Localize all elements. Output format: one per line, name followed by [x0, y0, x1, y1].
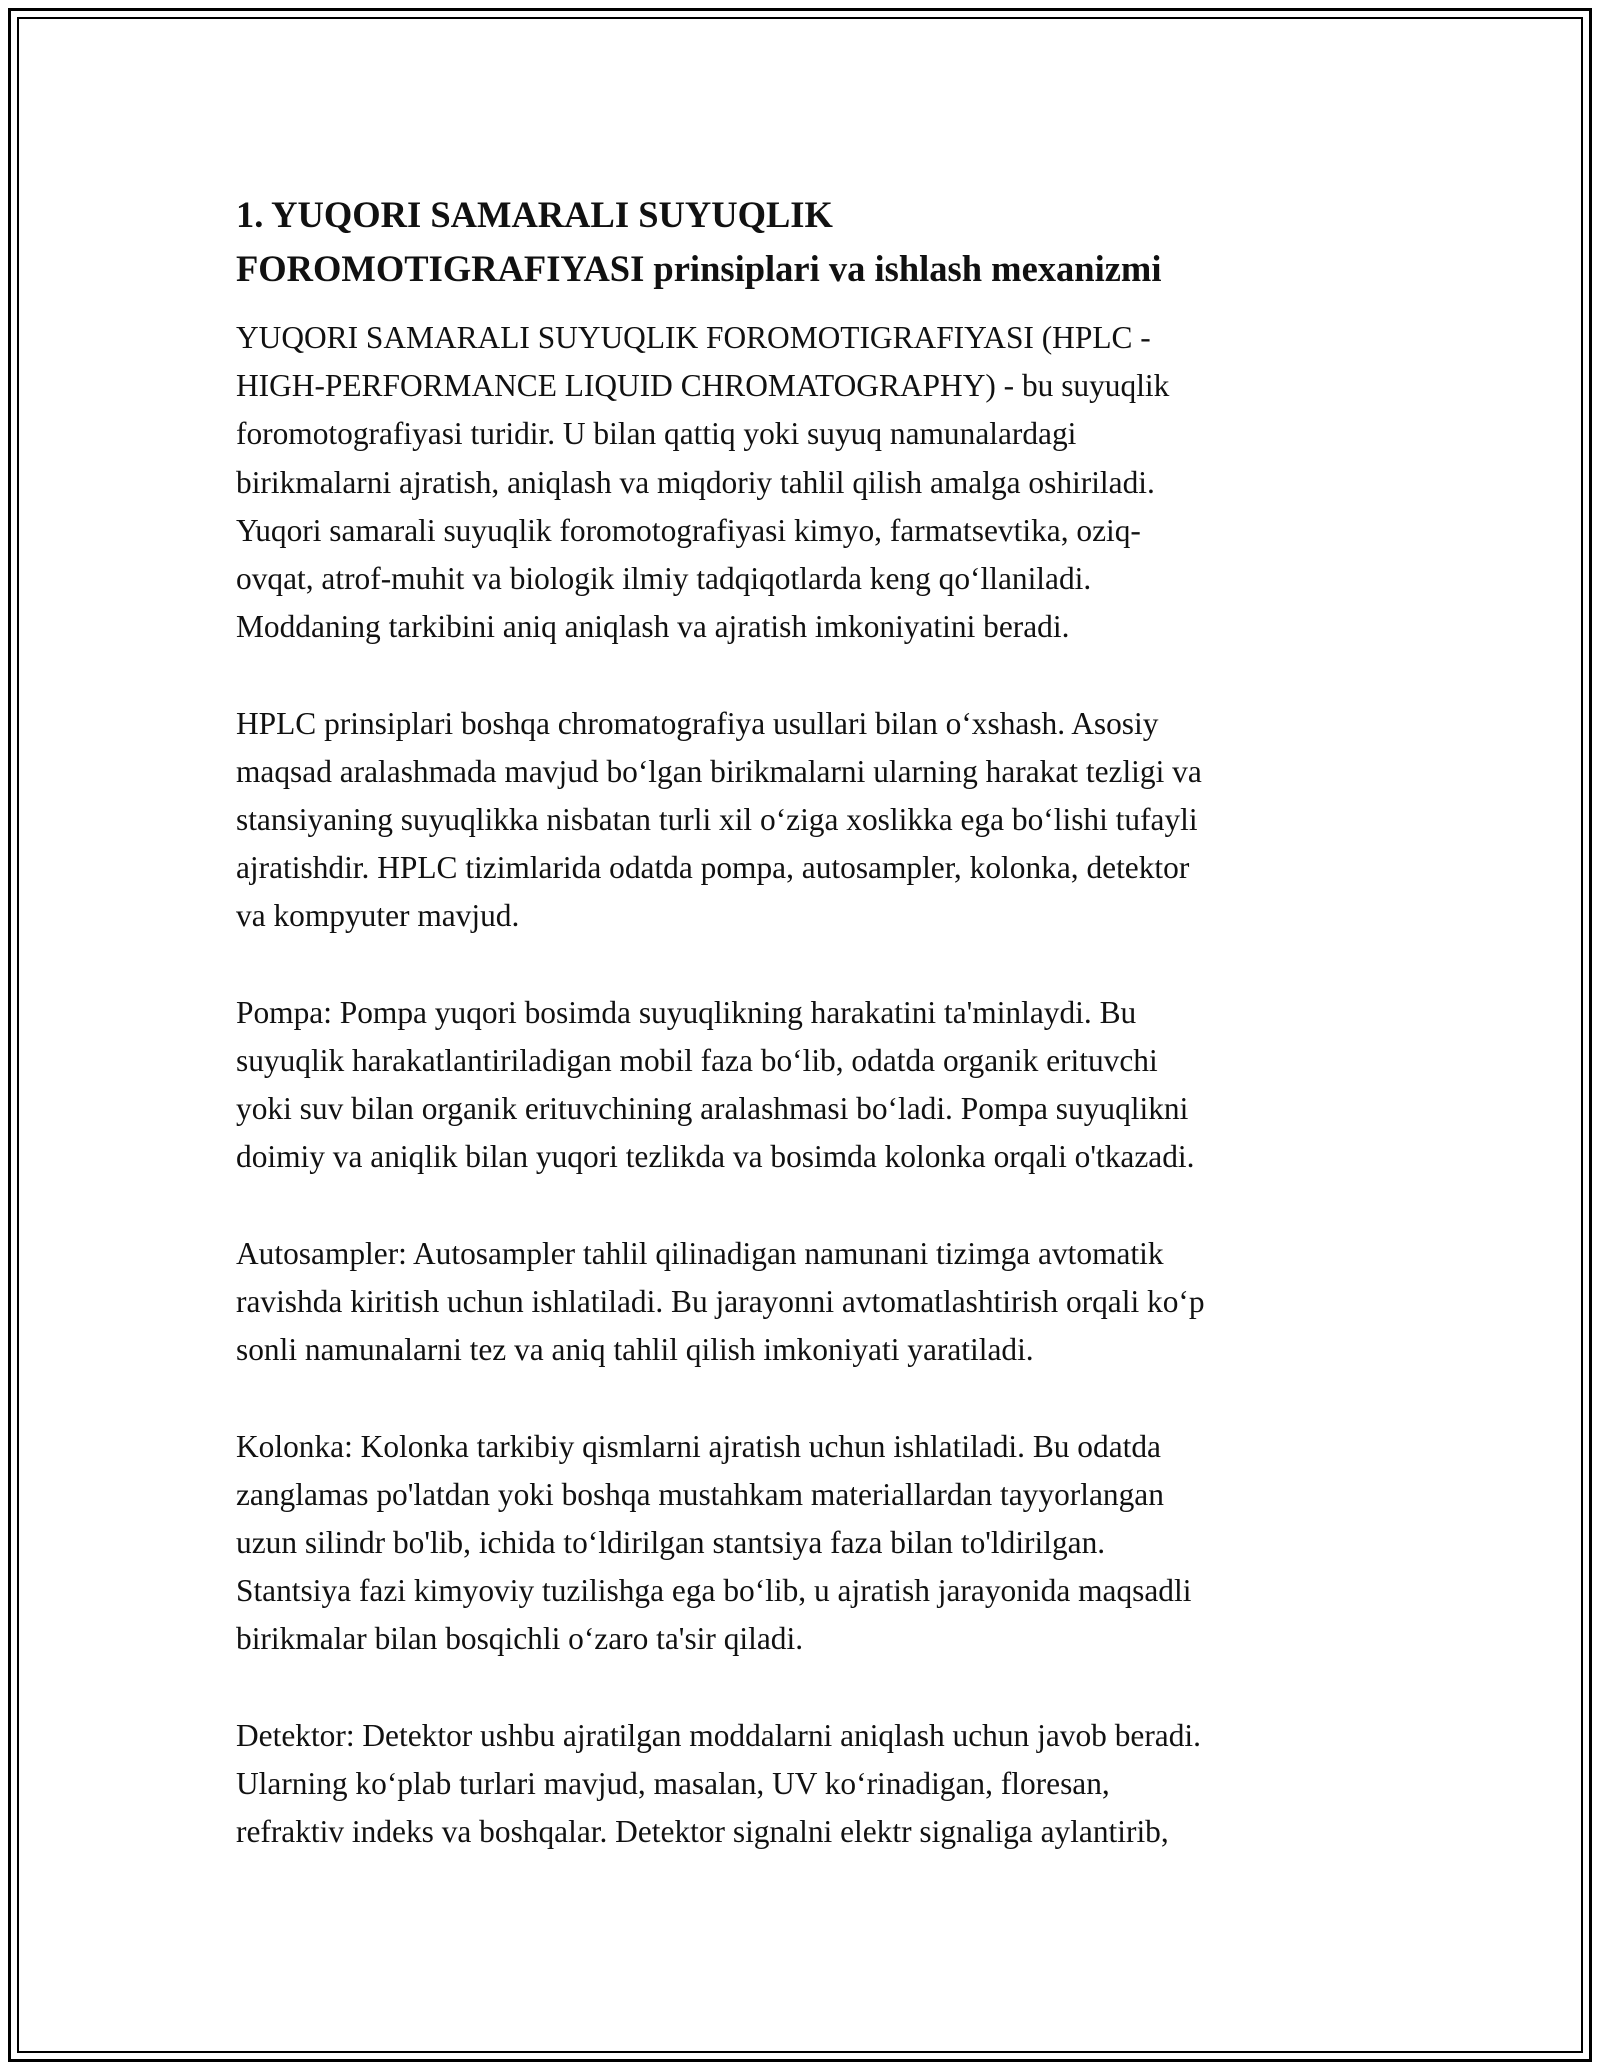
text-line: refraktiv indeks va boshqalar. Detektor signalni elektr signaliga aylantirib,: [236, 1814, 1169, 1850]
paragraph-kolonka: [236, 1423, 1386, 1664]
text-line: suyuqlik harakatlantiriladigan mobil faza bo‘lib, odatda organik erituvchi: [236, 1043, 1158, 1079]
text-line: birikmalarni ajratish, aniqlash va miqdoriy tahlil qilish amalga oshiriladi.: [236, 464, 1155, 500]
text-line: doimiy va aniqlik bilan yuqori tezlikda va bosimda kolonka orqali o'tkazadi.: [236, 1139, 1195, 1175]
heading-line: 1. YUQORI SAMARALI SUYUQLIK: [236, 194, 833, 235]
text-line: Autosampler: Autosampler tahlil qilinadigan namunani tizimga avtomatik: [236, 1235, 1164, 1271]
text-line: ovqat, atrof-muhit va biologik ilmiy tadqiqotlarda keng qo‘llaniladi.: [236, 561, 1092, 597]
text-line: birikmalar bilan bosqichli o‘zaro ta'sir qiladi.: [236, 1621, 804, 1657]
text-line: uzun silindr bo'lib, ichida to‘ldirilgan stantsiya faza bilan to'ldirilgan.: [236, 1525, 1106, 1561]
document-body: [236, 188, 1386, 1905]
text-line: Yuqori samarali suyuqlik foromotografiyasi kimyo, farmatsevtika, oziq-: [236, 512, 1141, 548]
text-line: HPLC prinsiplari boshqa chromatografiya usullari bilan o‘xshash. Asosiy: [236, 705, 1159, 741]
section-heading: [236, 188, 1386, 296]
text-line: Ularning ko‘plab turlari mavjud, masalan, UV ko‘rinadigan, floresan,: [236, 1766, 1110, 1802]
heading-line: FOROMOTIGRAFIYASI prinsiplari va ishlash mexanizmi: [236, 248, 1162, 289]
text-line: ajratishdir. HPLC tizimlarida odatda pompa, autosampler, kolonka, detektor: [236, 850, 1190, 886]
text-line: YUQORI SAMARALI SUYUQLIK FOROMOTIGRAFIYASI (HPLC -: [236, 320, 1151, 355]
text-line: ravishda kiritish uchun ishlatiladi. Bu jarayonni avtomatlashtirish orqali ko‘p: [236, 1284, 1205, 1320]
text-line: Moddaning tarkibini aniq aniqlash va ajratish imkoniyatini beradi.: [236, 609, 1070, 645]
text-line: Kolonka: Kolonka tarkibiy qismlarni ajratish uchun ishlatiladi. Bu odatda: [236, 1428, 1161, 1464]
text-line: stansiyaning suyuqlikka nisbatan turli xil o‘ziga xoslikka ega bo‘lishi tufayli: [236, 802, 1198, 838]
text-line: foromotografiyasi turidir. U bilan qattiq yoki suyuq namunalardagi: [236, 416, 1077, 452]
paragraph-detektor: [236, 1712, 1386, 1857]
paragraph-autosampler: [236, 1230, 1386, 1375]
text-line: Detektor: Detektor ushbu ajratilgan moddalarni aniqlash uchun javob beradi.: [236, 1717, 1201, 1753]
paragraph-principles: [236, 700, 1386, 941]
text-line: yoki suv bilan organik erituvchining aralashmasi bo‘ladi. Pompa suyuqlikni: [236, 1091, 1189, 1127]
text-line: Stantsiya fazi kimyoviy tuzilishga ega bo‘lib, u ajratish jarayonida maqsadli: [236, 1573, 1192, 1609]
text-line: va kompyuter mavjud.: [236, 898, 520, 934]
text-line: Pompa: Pompa yuqori bosimda suyuqlikning harakatini ta'minlaydi. Bu: [236, 994, 1137, 1030]
paragraph-intro: [236, 314, 1386, 651]
text-line: zanglamas po'latdan yoki boshqa mustahkam materiallardan tayyorlangan: [236, 1476, 1164, 1512]
text-line: maqsad aralashmada mavjud bo‘lgan birikmalarni ularning harakat tezligi va: [236, 753, 1202, 789]
text-line: sonli namunalarni tez va aniq tahlil qilish imkoniyati yaratiladi.: [236, 1332, 1034, 1368]
text-line: HIGH-PERFORMANCE LIQUID CHROMATOGRAPHY) - bu suyuqlik: [236, 368, 1170, 404]
paragraph-pompa: [236, 989, 1386, 1182]
